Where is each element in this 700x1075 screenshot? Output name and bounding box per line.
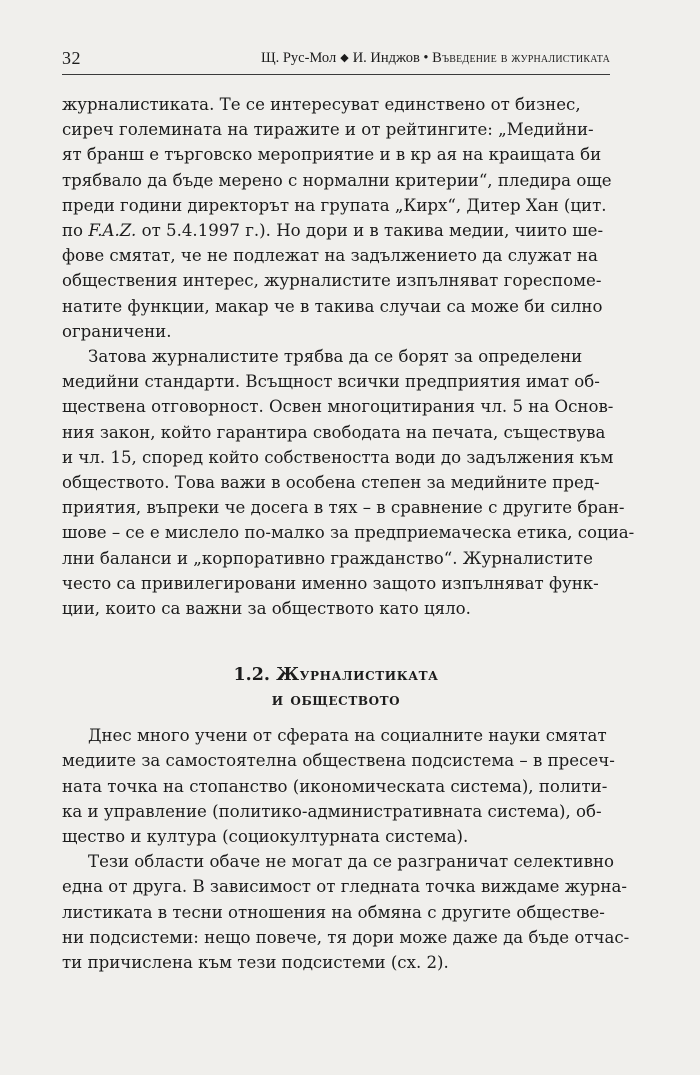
text-line: Днес много учени от сферата на социалните науки смятат (88, 726, 607, 746)
text-line: една от друга. В зависимост от гледната точка виждаме журна- (62, 877, 627, 897)
section-number: 1.2. (233, 665, 271, 686)
section-title-word: Журналистиката (276, 665, 439, 686)
text-line: медиите за самостоятелна обществена подсистема – в пресеч- (62, 751, 615, 771)
paragraph-2 (62, 344, 635, 621)
bullet-separator: • (423, 50, 429, 66)
page-number: 32 (62, 48, 81, 68)
text-line: натите функции, макар че в такива случаи са може би силно (62, 296, 603, 316)
book-title: Въведение в журналистиката (432, 50, 610, 66)
text-line: фове смятат, че не подлежат на задължението да служат на (62, 246, 598, 266)
text-line: Затова журналистите трябва да се борят за определени (88, 347, 583, 367)
text-line: ка и управление (политико-административната система), об- (62, 801, 602, 821)
text-line: ни подсистеми: нещо повече, тя дори може даже да бъде отчас- (62, 927, 630, 947)
text-line: приятия, въпреки че досега в тях – в сравнение с другите бран- (62, 498, 625, 518)
text-line: преди години директорът на групата „Кирх“, Дитер Хан (цит. (62, 195, 607, 215)
text-line: ят бранш е търговско мероприятие и в кр ая на краищата би (62, 145, 602, 165)
paragraph-3 (62, 723, 615, 849)
text-line: ти причислена към тези подсистеми (сх. 2). (62, 953, 449, 973)
text-line: журналистиката. Те се интересуват единствено от бизнес, (62, 95, 581, 114)
text-line: шове – се е мислело по-малко за предприемаческа етика, социа- (62, 523, 635, 543)
text-line: сиреч големината на тиражите и от рейтингите: „Медийни- (62, 120, 594, 140)
newspaper-abbreviation: F.A.Z. (88, 221, 137, 241)
running-title (261, 50, 610, 67)
text-line: ния закон, който гарантира свободата на печата, съществува (62, 422, 606, 442)
text-line: щество и култура (социокултурната система). (62, 827, 469, 847)
text-line: ции, които са важни за обществото като цяло. (62, 599, 471, 619)
paragraph-1 (62, 92, 610, 344)
text-line: обществения интерес, журналистите изпълняват гореспоме- (62, 271, 602, 291)
author-indzhov: И. Инджов (352, 50, 420, 66)
text-line: листиката в тесни отношения на обмяна с другите обществе- (62, 902, 605, 922)
text-line: ната точка на стопанство (икономическата система), полити- (62, 776, 608, 796)
text-line: ществена отговорност. Освен многоцитирания чл. 5 на Основ- (62, 397, 614, 417)
diamond-separator-icon: ◆ (340, 52, 349, 64)
section-title-line-1 (62, 663, 610, 688)
paragraph-4 (62, 849, 630, 975)
text-line: ограничени. (62, 321, 172, 341)
text-line: лни баланси и „корпоративно гражданство“. Журналистите (62, 548, 593, 568)
text-line: медийни стандарти. Всъщност всички предприятия имат об- (62, 372, 600, 392)
author-rus-mol: Щ. Рус-Мол (260, 50, 337, 66)
text-line: трябвало да бъде мерено с нормални критерии“, пледира още (62, 170, 612, 190)
text-line: обществото. Това важи в особена степен за медийните пред- (62, 473, 600, 493)
text-fragment: по (62, 221, 89, 241)
text-fragment: от 5.4.1997 г.). Но дори и в такива медии, чиито ше- (136, 221, 604, 241)
page-body (62, 92, 635, 975)
text-line: Тези области обаче не могат да се разграничат селективно (88, 852, 614, 872)
text-line (62, 218, 610, 243)
section-title-line-2: и обществото (271, 690, 401, 711)
running-header (62, 44, 610, 75)
text-line: и чл. 15, според който собствеността води до задължения към (62, 447, 614, 467)
section-heading (62, 663, 610, 713)
text-line: често са привилегировани именно защото изпълняват функ- (62, 573, 599, 593)
